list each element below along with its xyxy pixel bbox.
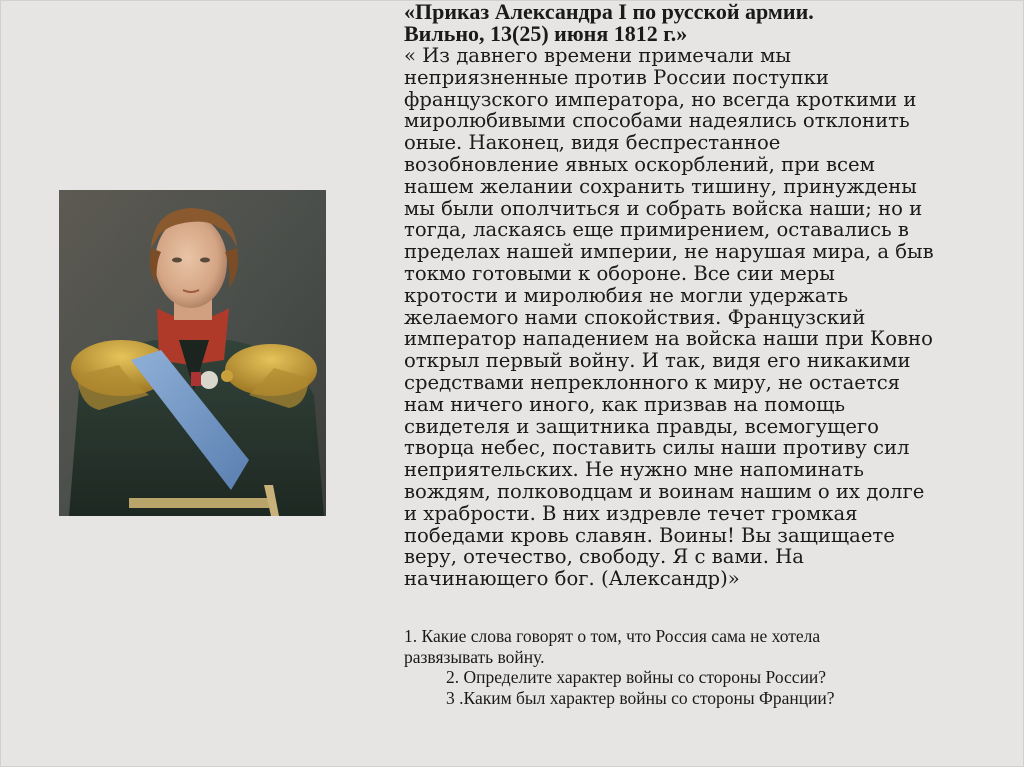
document-title: [404, 1, 964, 44]
text-line: миролюбивыми способами надеялись отклонить: [404, 109, 910, 133]
title-line-2: Вильно, 13(25) июня 1812 г.»: [404, 20, 688, 46]
question-1-line-1: 1. Какие слова говорят о том, что Россия сама не хотела: [404, 626, 821, 646]
text-line: творца небес, поставить силы наши противу сил: [404, 436, 910, 460]
text-line: нашем желании сохранить тишину, принуждены: [404, 174, 917, 198]
portrait-painting: [59, 190, 326, 516]
question-1-line-2: развязывать войну.: [404, 646, 545, 667]
text-line: победами кровь славян. Воины! Вы защищаете: [404, 523, 895, 547]
text-line: « Из давнего времени примечали мы: [404, 44, 791, 67]
text-line: средствами непреклонного к миру, не остается: [404, 370, 901, 394]
text-line: токмо готовыми к обороне. Все сии меры: [404, 261, 835, 285]
text-line: тогда, ласкаясь еще примирением, оставались в: [404, 218, 909, 242]
text-line: свидетеля и защитника правды, всемогущего: [404, 414, 879, 438]
portrait-image: [59, 190, 326, 516]
question-2: 2. Определите характер войны со стороны России?: [446, 667, 827, 687]
questions-list: [404, 626, 984, 708]
text-line: и храбрости. В них издревле течет громкая: [404, 501, 858, 525]
text-line: кротости и миролюбия не могли удержать: [404, 283, 849, 307]
text-line: неприязненные против России поступки: [404, 65, 829, 89]
question-3: 3 .Каким был характер войны со стороны Франции?: [446, 687, 835, 708]
text-line: желаемого нами спокойствия. Французский: [404, 305, 866, 329]
text-line: веру, отечество, свободу. Я с вами. На: [404, 545, 804, 569]
text-line: французского императора, но всегда кроткими и: [404, 87, 917, 111]
text-line: нам ничего иного, как призвав на помощь: [404, 392, 846, 416]
text-line: неприятельских. Не нужно мне напоминать: [404, 458, 864, 482]
decree-text: [404, 45, 984, 590]
title-line-1: «Приказ Александра I по русской армии.: [404, 0, 814, 24]
text-line: пределах нашей империи, не нарушая мира, а быв: [404, 240, 934, 264]
text-line: император нападением на войска наши при Ковно: [404, 327, 933, 351]
text-line: открыл первый войну. И так, видя его никакими: [404, 349, 911, 373]
text-line: возобновление явных оскорблений, при всем: [404, 152, 875, 176]
text-line: вождям, полководцам и воинам нашим о их долге: [404, 479, 925, 503]
text-line: мы были ополчиться и собрать войска наши; но и: [404, 196, 923, 220]
text-line: начинающего бог. (Александр)»: [404, 567, 740, 591]
text-line: оные. Наконец, видя беспрестанное: [404, 131, 781, 155]
